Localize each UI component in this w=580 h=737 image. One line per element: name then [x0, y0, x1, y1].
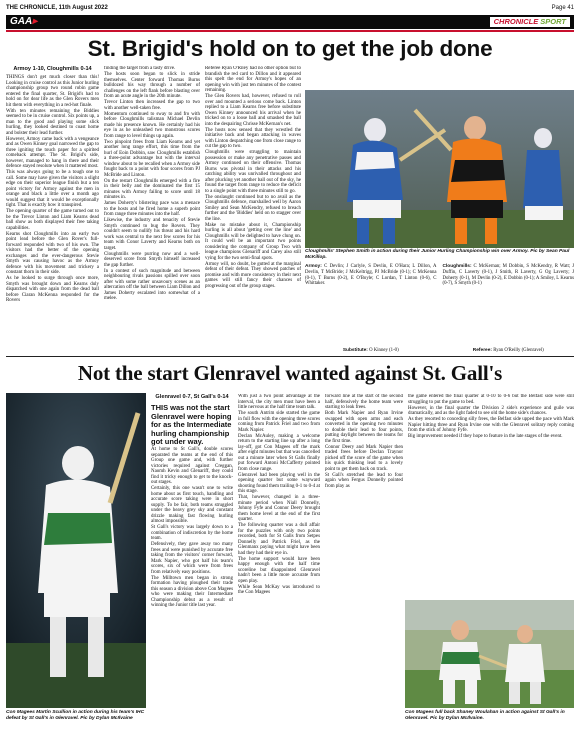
- section-label: CHRONICLE SPORT: [490, 17, 570, 27]
- paragraph: Cloughmills were struggling to maintain possession or make any penetrative passes and Armoy continued on their offensive. Thomas Burns was pivotal in their attacks and his catching ability was unrivalled throughout and after plucking yet another ball out of the sky, he found the target from range to reduce the deficit to a single point with three minutes still to go.: [205, 150, 301, 194]
- photo-illustration: [405, 600, 574, 708]
- story2-column-1: [151, 394, 233, 706]
- paragraph: Kearns shot Cloughmills into an early two point lead before the Glen Rover's full-forward responded with two of his own. The visitors had the better of the opening exchanges and the ever-dangerous Stevie Smyth was causing havoc as the Armoy defence with his movement and trickery a constant thorn in their side.: [6, 231, 99, 275]
- paragraph: the game entered the final quarter at 0-10 to 0-6 but the Belfast side were still struggling to put the game to bed.: [408, 394, 574, 405]
- scullion-action-photo: [6, 393, 146, 708]
- paragraph: Both Mark Napier and Ryan Irvine swapped with open arms and each converted in the opening two minutes to double their lead to four points, putting daylight between the teams for the first time.: [325, 411, 403, 444]
- paragraph: Big improvement needed if they hope to feature in the late stages of the event.: [408, 434, 563, 439]
- paragraph: Armoy will, no doubt, be gutted at the marginal defeat of their defeat. They showed patches of promise and with more consistency in their next games will still fancy their chances of progressing out of the group stages.: [205, 261, 301, 289]
- gaa-logo: GAA▸: [10, 16, 38, 27]
- paragraph: The Milltown men began in strong formation having ploughed their trade this season a division above Con Magees who were making their Intermediate Championship debut as a result of winning the Junior title last year.: [151, 575, 233, 609]
- woulahan-action-photo: [405, 600, 574, 708]
- paragraph: Momentum continued to sway to and fro with before Cloughmills talisman Michael Devlin made his presence known. He certainly had his eye in as he unleashed two monstrous scores from range to level things up again.: [104, 111, 200, 139]
- story2-headline: Not the start Glenravel wanted against St. Gall's: [77, 361, 503, 385]
- armoy-lineup: Armoy: C Devlin; J Carlyle, S Devlin, E O'Hara; L Dillon, A Devlin, T McBride; J McKeltrigg, PJ McBride (0-1); C McKenna (0-1), T Burns (0-2), E O'Boyle; C Lordan, T Linton (0-6), C Whittaker.: [305, 264, 437, 287]
- paragraph: Certainly, this one wasn't one to write home about as first touch, handling and accurate score taking were in short supply. To be fair, both teams struggled under the heavy grey sky and constant drizzle making fast flowing hurling almost impossible.: [151, 486, 233, 525]
- paragraph: The home support would have been happy enough with the half time scoreline but disappointed Glenravel hadn't been a little more accurate from open play.: [238, 556, 320, 584]
- photo1-caption: Cloughmills' Stephen Smith in action during their Junior Hurling Championship win over Armoy. Pic by Sean Paul McKillop.: [305, 249, 570, 260]
- section-bar: [6, 15, 574, 29]
- paragraph: Defensively, they gave away too many frees and were punished by accurate free taking from the visitors' corner forward, Mark Napier, who got half his team's scores, six of which were from frees from relatively easy positions.: [151, 542, 233, 575]
- paragraph: This was always going to be a tough one to call. Some may have given the visitors a slight edge on their superior league finish but a ten point victory for Armoy against the men in orange and black a little over a month ago would suggest that it would be exceptionally tight. That is exactly how it transpired.: [6, 170, 99, 208]
- page-header: [6, 4, 574, 13]
- paragraph: forward line at the start of the second half, defensively the home team were starting to leak frees.: [325, 394, 403, 410]
- armoy-substitute: Substitute: O Kinney (1-0): [342, 348, 399, 353]
- team-lineups: [305, 264, 574, 287]
- story2-lede: THIS was not the start Glenravel were hoping for as the Intermediate hurling championship got under way.: [151, 403, 232, 447]
- photo-illustration: [305, 90, 574, 248]
- paragraph: Make no mistake about it, Championship hurling is all about 'getting over the line' and Cloughmills will be delighted to have clung on. It could well be an important two points considering the company of Group Two with league champions Glenariff and Carey also still vying for the two semi-final spots.: [205, 222, 301, 261]
- paragraph: Trevor Linton then increased the gap to two with another well-taken free.: [104, 100, 200, 111]
- story2-score: Glenravel 0-7, St Gall's 0-14: [155, 394, 229, 400]
- paragraph: However, in the final quarter the Division 2 side's experience and guile was dramatically, and as the light faded to see old the home side's chances.: [408, 405, 574, 416]
- hurling-action-photo: [305, 90, 574, 248]
- story2-column-3: [325, 394, 403, 596]
- page-number: Page 41: [551, 5, 574, 11]
- story-divider: [6, 356, 574, 357]
- paragraph: The south Antrim side started the game in full flow with the opening three scores coming from Patrick Friel and two from Mark Napier.: [238, 411, 320, 433]
- paragraph: With just a two point advantage at the interval, the city men must have been a little nervous at the half time team talk.: [238, 394, 320, 410]
- paragraph: THINGS don't get much closer than this! Looking in cruise control as this Junior hurling championship group two round robin game entered the final quarter, St. Brigid's had to hold on for dear life as the Glen Rovers men hit them with everything in a red-hot finale.: [6, 75, 99, 108]
- paragraph: As he looked to surge through once more, Smyth was brought down and Kearns duly dispatched with one again from the dead ball before Ciaran McKenna responded for the Rovers: [6, 276, 99, 303]
- photo3-caption: Con Magees full back Shaney Woulahan in action against St Gall's in Glenravel. Pic by Dylan McIlvaine.: [405, 710, 565, 721]
- story1-headline: St. Brigid's hold on to get the job done: [87, 36, 493, 61]
- paragraph: However, Armoy came back with a vengeance and as Owen Kinney goal narrowed the gap to three igniting the touch paper for a spirited comeback attempt. The St. Brigid's side, however, managed to hang in there and their defence stayed resolute when it mattered most.: [6, 136, 99, 169]
- paragraph: Connor Deery and Mark Napier then traded frees before Declan Traynor picked off the score of the game when his quick thinking lead to a lovely point to get them back on track.: [325, 444, 403, 472]
- subs-and-referee: [305, 348, 574, 354]
- paragraph: James Doherty's blistering pace was a menace to the hosts and he fired home a superb point from range three minutes into the half.: [104, 201, 200, 217]
- paragraph: St Gall's victory was largely down to a combination of indiscretion by the home team.: [151, 525, 233, 542]
- paragraph: In a contest of such magnitude and between neighbouring rivals passions spilled over soon after with some rather unsavoury scenes as an altercation off the ball between Liam Dillon and James Doherty escalated into somewhat of a melee.: [104, 268, 200, 301]
- paragraph: That, however, changed in a three-minute period when Niall Donnelly, Johnny Fyfe and Connor Deery brought them home level at the end of the first quarter.: [238, 495, 320, 522]
- paragraph: As they resorted to conceding silly frees, the Belfast side upped the pace with Mark Napier hitting three and Ryan Irvine one with the Glenravel solitary reply coming from the stick of Johnny Fyfe.: [408, 417, 574, 433]
- paragraph: At home to St Gall's, double scores separated the teams at the end of this Group one game and, with further victories required against Creggan, Naomh Kevin and Glenariff, they could find it tricky enough to get to the knock-out stages.: [151, 447, 233, 486]
- photo2-caption: Con Magees Martin Scullion in action during his team's IHC defeat by St Gall's in Glenravel. Pic by Dylan McIlvaine: [6, 710, 145, 721]
- story2-column-4: [408, 394, 574, 596]
- paragraph: Declan McAuley, making a welcome return to the starting line up after a long lay-off, got Con Magees off the mark after eight minutes but that was cancelled out a minute later when St Galls finally put forward Antoni McCafferty pointed from close range.: [238, 433, 320, 472]
- story1-column-2: [104, 66, 200, 354]
- paragraph: While Sean McKay was introduced to the Con Magees: [238, 584, 320, 595]
- paragraph: Likewise, the industry and tenacity of Stevie Smyth continued to bug the Rovers. They couldn't seem to nullify his threat and his hard work was central to the next few scores for his team with Conor Laverty and Kearns both on target.: [104, 218, 200, 251]
- paragraph: The hosts now sensed that they wrestled the initiative back and began attacking in waves with Linton despatching one from close range to cut the gap to two.: [205, 127, 301, 149]
- paragraph: St Gall's stretched the lead to four again when Fergus Donnelly pointed from play as: [325, 472, 403, 489]
- paragraph: Cloughmills were purring now and a well-deserved score from Smyth himself increased the gap further.: [104, 251, 200, 268]
- paragraph: Two pinpoint frees from Liam Kearns and yet another long range effort, this time from the hurl of Eoin Dobbin, saw Cloughmills establish a three-point advantage but with the interval window about to be recalled when a Armoy side fought back to a point with four scores from PJ McBride and Linton.: [104, 139, 200, 178]
- paragraph: The hosts soon began to slick in stride themselves. Center forward Thomas Burns bulldozed his way through a number of challenges on the left flank before blasting over from an acute angle in the 20th minute.: [104, 72, 200, 99]
- section-rule: [6, 30, 574, 32]
- paragraph: With ten minutes remaining the Biddies seemed to be in cruise control. Six points up, a man to the good and playing some slick hurling, they looked destined to coast home and bolster their lead further.: [6, 108, 99, 136]
- paragraph: The opening quarter of the game turned out to be the Trevor Linton and Liam Kearns dead ball show as both displayed their free taking capabilities.: [6, 209, 99, 231]
- story1-score: Armoy 1-10, Cloughmills 0-14: [13, 66, 92, 72]
- story1-column-1: [6, 66, 99, 354]
- paragraph: Glenravel had been playing well in the opening quarter but some wayward shooting found them trailing 0-1 to 0-4 at this stage.: [238, 472, 320, 494]
- referee: Referee: Ryan O'Reilly (Glenravel): [472, 348, 544, 353]
- story1-column-3: [205, 66, 301, 354]
- paragraph: On the restart Cloughmills emerged with a fire in their belly and the dominated the first 15 minutes with Armoy failing to score until 18 minutes in.: [104, 178, 200, 200]
- cloughmills-lineup: Cloughmills: C McKernan; M Dobbin, S McKendry, R Watt; J Duffin, C Laverty (0-1), J Smith, R Laverty, G Og Laverty; J Doherty (0-1), M Devlin (0-2), E Dobbin (0-1); A Smiley, L Kearns (0-7), S Smyth (0-1): [442, 264, 574, 287]
- publication-date: THE CHRONICLE, 11th August 2022: [6, 5, 108, 11]
- story2-column-2: [238, 394, 320, 724]
- paragraph: finding the target from a tasty drive.: [104, 66, 176, 71]
- paragraph: The onslaught continued but to no avail as the Cloughmills defence, marshalled well by Aaron Smiley and Sean McKendry, refused to breach further and the 'Biddies' held on to stagger over the line.: [205, 194, 301, 222]
- paragraph: The following quarter was a dull affair for the puzzles with only two points recorded, both for St Galls from Setpes Donnelly and Patrick Friel, as the Glenmanx paying what might have been had they had their eye in.: [238, 523, 320, 556]
- paragraph: The Glen Rovers had, however, refused to roll over and mounted a serious come back. Linton replied to a Liam Kearns free before substitute Owen Kinney announced his arrival when he tricked on to a loose ball and smashed the ball into the despairing Chrisse McKernan's net.: [205, 94, 301, 127]
- paragraph: Referee Ryan O'Riley had no other option but to brandish the red card to Dillon and it appeared this spelt the end for Armoy's hopes of an opening win with just ten minutes of the contest remaining.: [205, 66, 301, 93]
- photo-illustration: [6, 393, 146, 708]
